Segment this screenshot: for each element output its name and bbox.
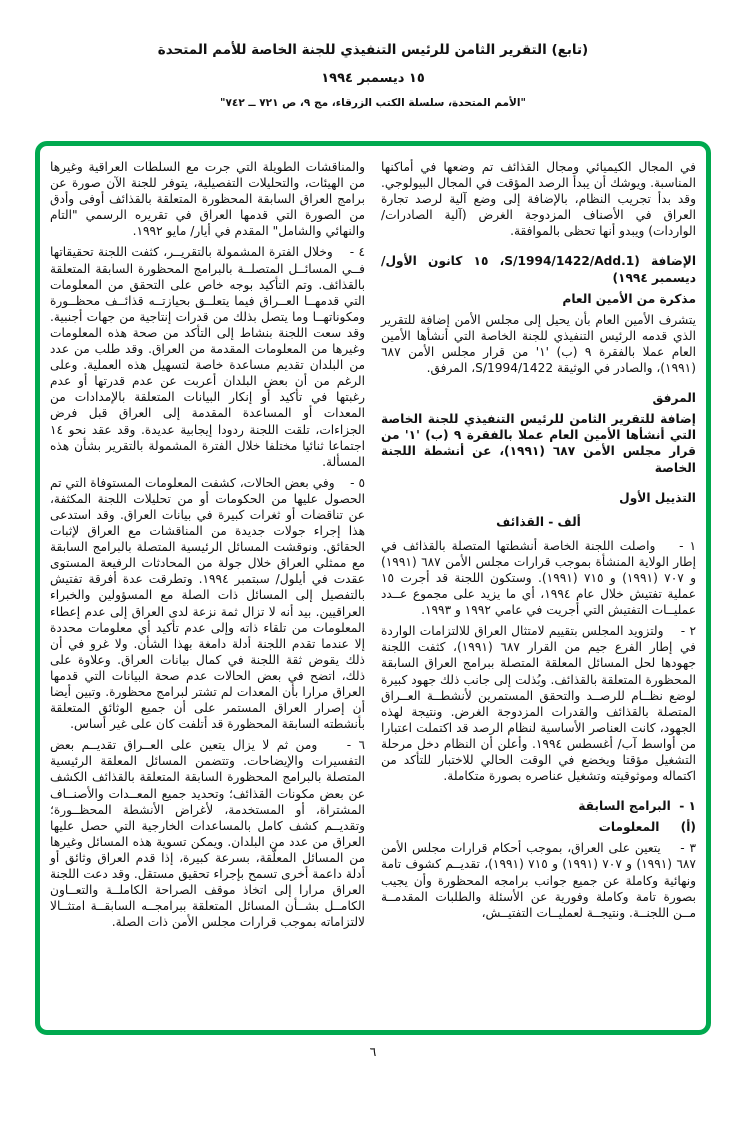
paragraph-annex-title: إضافة للتقرير الثامن للرئيس التنفيذي للجنة الخاصة التي أنشأها الأمين العام عملا بالفقرة ٩ (ب) '١' من قرار مجلس الأمن ٦٨٧ (١٩٩١)، عن أنشطة اللجنة الخاصة bbox=[381, 412, 696, 475]
paragraph-monitoring-intro: في المجال الكيميائي ومجال القذائف تم وضعها في أماكنها المناسبة. ويوشك أن يبدأ الرصد المؤقت في المجال البيولوجي. وقد بدأ تجريب النظام، بالإضافة إلى وضع آلية لرصد تجارة العراق في الأصناف المزدوجة الغرض (آلية الصادرات/ الواردات) ويبدو أنها تحظى بالموافقة. bbox=[381, 160, 696, 239]
page-number: ٦ bbox=[369, 1044, 377, 1059]
heading-secretary-general-note: مذكرة من الأمين العام bbox=[562, 291, 696, 306]
paragraph-1: ١ - واصلت اللجنة الخاصة أنشطتها المتصلة بالقذائف في إطار الولاية المنشأة بموجب قرارات مجلس الأمن ٦٨٧ (١٩٩١) و ٧٠٧ (١٩٩١) و ٧١٥ (١٩٩١). وستكون اللجنة قد أجرت ١٥ عملية تفتيش خلال عام ١٩٩٤، أي ما يزيد على مجموع عــدد عمليــات التفتيش التي أجريت في عامي ١٩٩٢ و ١٩٩٣. bbox=[381, 538, 697, 618]
content-box bbox=[35, 141, 711, 1035]
heading-past-programmes: ١ - البرامج السابقة bbox=[578, 799, 696, 814]
paragraph-2: ٢ - ولتزويد المجلس بتقييم لامتثال العراق للالتزامات الواردة في إطار الفرع جيم من القرار ٦٨٧ (١٩٩١)، كثفت اللجنة جهودها لحل المسائل المعلقة المتصلة ببرامج العراق السابقة المحظورة المتعلقة بالقذائف. وبُذلت إلى جانب ذلك جهود كبيرة لوضع نظــام للرصــد والتحقق المستمرين لأنشطــة العــراق المتصلة بالقذائف والقدرات المزدوجة الغرض. ونتيجة لهذه الجهود، كانت العناصر الأساسية لنظام الرصد قد اكتملت اعتبارا من أواسط آب/ أغسطس ١٩٩٤. وأعلن أن النظام دخل مرحلة التشغيل مؤقتا ويخضع في الوقت الحالي للاختبار للتأكد من اكتماله وموثوقيته وتشغيل عناصره بصورة متكاملة. bbox=[381, 624, 696, 784]
document-citation: "الأمم المتحدة، سلسلة الكتب الزرقاء، مج ٩، ص ٧٢١ ــ ٧٤٢" bbox=[220, 97, 526, 109]
paragraph-3: ٣ - يتعين على العراق، بموجب أحكام قرارات مجلس الأمن ٦٨٧ (١٩٩١) و ٧٠٧ (١٩٩١) و ٧١٥ (١٩٩١)، تقديــم كشوف تامة ونهائية وكاملة عن جميع جوانب برامجه المحظورة وأن يجيب بصورة تامة وكاملة وفورية عن الأسئلة والطلبات المقدمــة مــن اللجنــة. ونتيجــة لعمليــات التفتيــش، bbox=[381, 841, 696, 920]
heading-annex: المرفق bbox=[652, 391, 696, 406]
paragraph-4: ٤ - وخلال الفترة المشمولة بالتقريــر، كثفت اللجنة تحقيقاتها فــي المسائــل المتصلــة بالبرامج المحظورة السابقة المتعلقة بالقذائف. وتم التأكيد بوجه خاص على التحقق من المعلومات التي قدمهــا العــراق فيما يتعلــق بحيازتــه قذائــف محظــورة ومكوناتهــا وما يتصل بذلك من قدرات إنتاجية من جهات أجنبية. وقد سعت اللجنة بنشاط إلى التأكد من صحة هذه المعلومات وغيرها من المعلومات المقدمة من العراق. وقد طلب من عدد من البلدان تقديم مساعدة خاصة لتسهيل هذه العملية. وعلى الرغم من أن بعض البلدان أعربت عن عدم قدرتها أو عدم رغبتها في تأكيد أو إنكار البيانات المتعلقة بالإمدادات من المعدات أو المساعدة المقدمة إلى العراق قبل فرض الجزاءات، تلقت اللجنة ردودا إيجابية عديدة. وقد عقد نحو ١٤ اجتماعا ثنائيا مختلفا خلال الفترة المشمولة بالتقرير بشأن هذه المسألة. bbox=[50, 245, 365, 469]
paragraph-discussions-continuation: والمناقشات الطويلة التي جرت مع السلطات العراقية وغيرها من الهيئات، والتحليلات التفصيلية، يتوفر للجنة الآن صورة عن برامج العراق السابقة المحظورة المتعلقة بالقذائف أوفى وأدق من الصورة التي قدمها العراق في تقريره الرسمي "التام والنهائي والشامل" المقدم في أيار/ مايو ١٩٩٢. bbox=[50, 160, 365, 239]
left-column bbox=[50, 159, 365, 1022]
heading-appendix-one: التذييل الأول bbox=[619, 490, 696, 505]
paragraph-secretary-general-note: يتشرف الأمين العام بأن يحيل إلى مجلس الأمن إضافة للتقرير الذي قدمه الرئيس التنفيذي للجنة الخاصة التي أنشأها الأمين العام عملا بالفقرة ٩ (ب) '١' من قرار مجلس الأمن ٦٨٧ (١٩٩١)، والصادر في الوثيقة S/1994/1422، المرفق. bbox=[381, 312, 696, 376]
paragraph-5: ٥ - وفي بعض الحالات، كشفت المعلومات المستوفاة التي تم الحصول عليها من الحكومات أو من تحليلات اللجنة المكثفة، عن تناقضات أو ثغرات كبيرة في بيانات العراق. وقد استدعى هذا إجراء جولات جديدة من المناقشات مع العراق لإثبات الحقائق. ونوقشت المسائل الرئيسية المتصلة بالبرامج السابقة مع ممثلي العراق خلال جولة من المحادثات الرفيعة المستوى عقدت في أيلول/ سبتمبر ١٩٩٤. وتطرقت عدة أفرقة تفتيش بالتفصيل إلى المسائل ذات الصلة مع المسؤولين والخبراء العراقيين. بيد أنه لا تزال ثمة نزعة لدى العراق إلى عدم إعطاء المعلومات من تلقاء ذاته وإلى عدم تأكيد أي معلومات محددة إلا عندما تقدم اللجنة أدلة دامغة بهذا الشأن. ولا غرو في أن ذلك يقوض ثقة اللجنة في كمال بيانات العراق. وعلاوة على ذلك، اتضح في بعض الحالات عدم صحة البيانات التي قدمها العراق مرارا بأن المعدات لم تشتر لبرامج محظورة. وتبين أيضا أن إصرار العراق المستمر على أن جميع الوثائق المتعلقة بأنشطته السابقة المحظورة قد أتلفت كان على غير أساس. bbox=[50, 475, 365, 732]
paragraph-6: ٦ - ومن ثم لا يزال يتعين على العــراق تقديــم بعض التفسيرات والإيضاحات. وتتضمن المسائل المعلقة الرئيسية المتصلة بالبرامج المحظورة السابقة المتعلقة بالقذائف الكشف عن بعض مكونات القذائف؛ وتحديد جميع المعــدات والأصنــاف المشتراة، أو المستخدمة، لأغراض الأنشطة المحظــورة؛ وتقديــم كشف كامل بالمساعدات الخارجية التي حصل عليها العراق من عدد من البلدان. ويمكن تسوية هذه المسائل وغيرها من المسائل المعلّقة، بسرعة كبيرة، إذا قدم العراق وثائق أو أدلة داعمة أخرى تسمح بإجراء تحقيق مستقل. وقد دعت اللجنة العراق مرارا إلى اتخاذ موقف الصراحة الكاملــة والتعــاون الكامــل بشــأن المسائل المتعلقة ببرامجــه السابقــة امتثــالا لالتزاماته بموجب قرارات مجلس الأمن ذات الصلة. bbox=[50, 738, 365, 930]
document-title: (تابع) التقرير الثامن للرئيس التنفيذي للجنة الخاصة للأمم المتحدة bbox=[157, 42, 589, 58]
document-date: ١٥ ديسمبر ١٩٩٤ bbox=[321, 71, 425, 86]
two-column-layout bbox=[50, 159, 696, 1022]
document-header bbox=[0, 0, 746, 109]
heading-section-missiles: ألف - القذائف bbox=[496, 514, 581, 529]
heading-addendum: الإضافة (S/1994/1422/Add.1، ١٥ كانون الأول/ ديسمبر ١٩٩٤) bbox=[381, 254, 697, 285]
right-column bbox=[381, 159, 696, 1022]
heading-information: (أ) المعلومات bbox=[598, 820, 696, 835]
